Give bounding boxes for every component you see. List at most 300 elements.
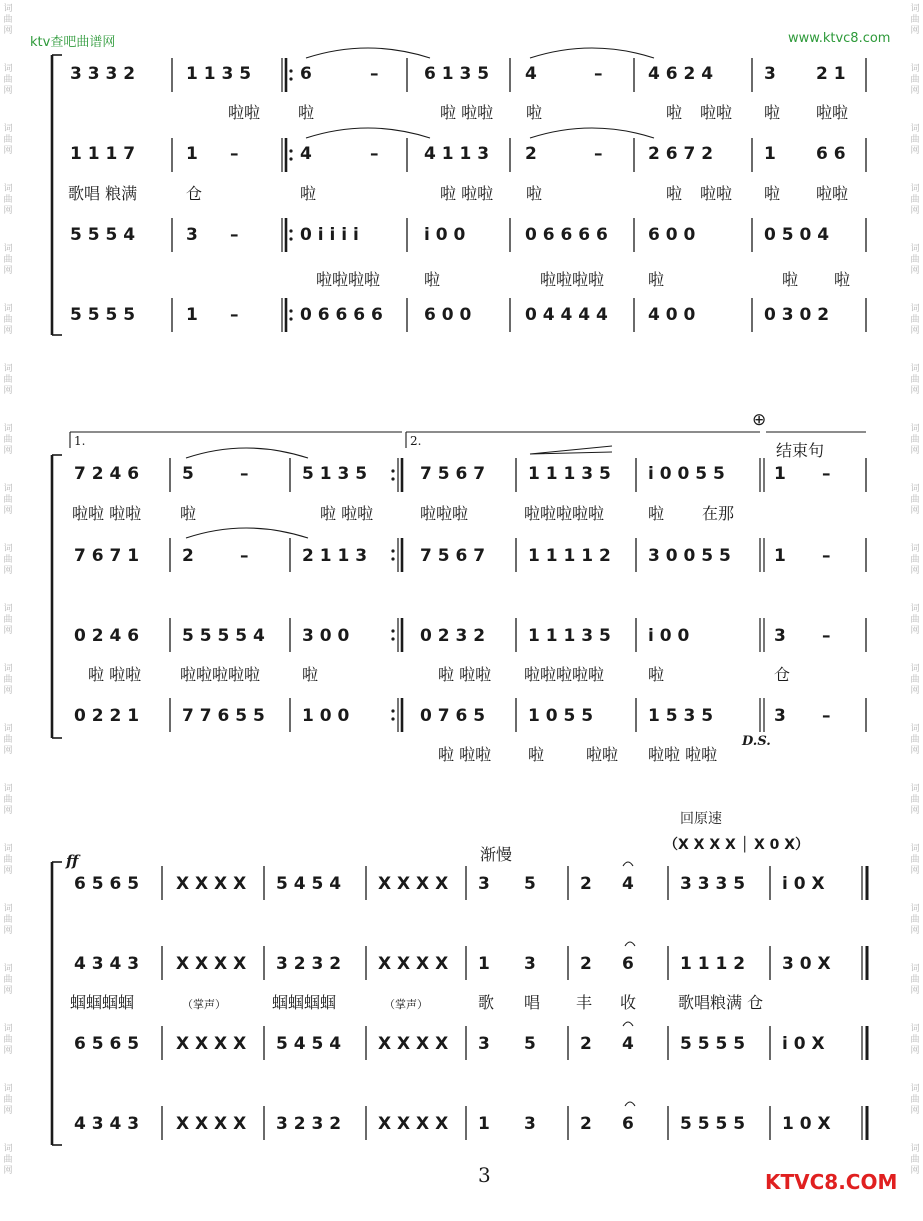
lyric: 啦 <box>666 184 683 203</box>
dynamic-marking: ff <box>66 852 79 870</box>
watermark-char: 曲 <box>910 435 920 445</box>
lyric: 啦 <box>300 184 317 203</box>
lyric: 啦啦啦啦 <box>540 270 605 289</box>
watermark-char: 词 <box>910 184 920 194</box>
slur <box>186 528 308 538</box>
watermark-char: 网 <box>3 86 13 96</box>
watermark-char: 网 <box>910 326 920 336</box>
note-group: 1 0 X <box>782 1114 831 1134</box>
note-group: 0 3 0 2 <box>764 305 830 325</box>
note-group: 1 1 3 5 <box>186 64 252 84</box>
lyric: 歌 <box>478 993 495 1012</box>
watermark-char: 网 <box>910 1046 920 1056</box>
note-group: 0 6 6 6 6 <box>525 225 608 245</box>
watermark-char: 曲 <box>3 975 13 985</box>
watermark-char: 词 <box>3 124 13 134</box>
watermark-char: 曲 <box>910 675 920 685</box>
lyric: 啦 啦啦 <box>320 504 374 523</box>
watermark-char: 曲 <box>910 1095 920 1105</box>
watermark-char: 词 <box>910 364 920 374</box>
note-group: 3 <box>764 64 776 84</box>
watermark-char: 曲 <box>3 555 13 565</box>
note-group: 1 1 1 2 <box>680 954 746 974</box>
lyric: 啦啦啦啦啦 <box>180 665 261 684</box>
watermark-char: 词 <box>910 1024 920 1034</box>
watermark-char: 词 <box>910 244 920 254</box>
lyric: 啦啦啦 <box>420 504 469 523</box>
note-group: 2 1 <box>816 64 846 84</box>
repeat-dot <box>289 149 292 152</box>
watermark-char: 网 <box>3 386 13 396</box>
watermark-char: 词 <box>910 124 920 134</box>
lyric: 啦 啦啦 <box>438 665 492 684</box>
watermark-char: 词 <box>3 244 13 254</box>
note-group: 1 1 1 1 2 <box>528 546 611 566</box>
lyric: 啦 <box>424 270 441 289</box>
note-group: 0 7 6 5 <box>420 706 486 726</box>
note-group: 3 0 X <box>782 954 831 974</box>
repeat-dot <box>391 709 394 712</box>
watermark-char: 词 <box>3 484 13 494</box>
repeat-dot <box>391 717 394 720</box>
lyric: 啦 <box>764 184 781 203</box>
watermark-char: 网 <box>910 926 920 936</box>
ending-label: 结束句 <box>776 441 825 460</box>
lyric: 歌唱粮满 仓 <box>678 993 764 1012</box>
note-group: 5 5 5 5 <box>70 305 136 325</box>
watermark-char: 词 <box>3 544 13 554</box>
watermark-char: 词 <box>3 604 13 614</box>
watermark-char: 曲 <box>910 375 920 385</box>
watermark-char: 词 <box>3 184 13 194</box>
note-group: 2 <box>580 1034 592 1054</box>
note-group: – <box>230 225 239 245</box>
watermark-char: 词 <box>3 724 13 734</box>
note-group: 7 5 6 7 <box>420 546 486 566</box>
lyric: 啦啦 <box>816 103 849 122</box>
fermata-icon <box>623 1022 633 1026</box>
site-logo[interactable]: KTVC8.COM <box>765 1170 898 1194</box>
note-group: 1 0 0 <box>302 706 350 726</box>
watermark-char: 词 <box>910 304 920 314</box>
note-group: X X X X <box>378 874 449 894</box>
note-group: 2 <box>580 874 592 894</box>
note-group: 6 <box>300 64 312 84</box>
watermark-char: 网 <box>3 566 13 576</box>
note-group: 1 <box>478 954 490 974</box>
watermark-char: 词 <box>3 4 13 14</box>
repeat-dot <box>391 629 394 632</box>
note-group: 1 1 1 3 5 <box>528 626 611 646</box>
watermark-char: 曲 <box>3 435 13 445</box>
watermark-char: 曲 <box>910 255 920 265</box>
note-group: 1 <box>764 144 776 164</box>
watermark-char: 词 <box>3 844 13 854</box>
lyric: 啦 <box>834 270 851 289</box>
lyric: 啦啦啦啦 <box>316 270 381 289</box>
slur <box>306 48 430 58</box>
watermark-char: 曲 <box>910 75 920 85</box>
repeat-dot <box>289 229 292 232</box>
watermark-char: 曲 <box>3 495 13 505</box>
watermark-char: 词 <box>910 424 920 434</box>
watermark-char: 曲 <box>910 555 920 565</box>
watermark-char: 网 <box>910 746 920 756</box>
watermark-char: 网 <box>910 686 920 696</box>
site-url-right[interactable]: www.ktvc8.com <box>788 31 891 46</box>
watermark-char: 词 <box>3 904 13 914</box>
watermark-char: 曲 <box>3 75 13 85</box>
repeat-dot <box>391 469 394 472</box>
note-group: 7 2 4 6 <box>74 464 140 484</box>
note-group: 3 0 0 5 5 <box>648 546 731 566</box>
watermark-char: 曲 <box>3 1155 13 1165</box>
note-group: 2 <box>525 144 537 164</box>
lyric: 啦啦 <box>586 745 619 764</box>
rhythm-pattern: （X X X X │ X 0 X） <box>664 837 810 853</box>
note-group: X X X X <box>378 954 449 974</box>
watermark-char: 网 <box>3 806 13 816</box>
lyric: 啦 啦啦 <box>88 665 142 684</box>
note-group: 4 1 1 3 <box>424 144 490 164</box>
note-group: – <box>370 64 379 84</box>
note-group: 3 3 3 2 <box>70 64 136 84</box>
note-group: – <box>594 64 603 84</box>
note-group: 1 <box>186 305 198 325</box>
lyric: 啦 <box>526 184 543 203</box>
watermark-char: 曲 <box>910 495 920 505</box>
watermark-char: 曲 <box>3 1035 13 1045</box>
lyric: 蝈蝈蝈蝈 <box>70 993 135 1012</box>
note-group: 6 1 3 5 <box>424 64 490 84</box>
note-group: 0 2 3 2 <box>420 626 486 646</box>
note-group: 4 <box>622 874 634 894</box>
repeat-dot <box>289 157 292 160</box>
note-group: 0 2 4 6 <box>74 626 140 646</box>
watermark-char: 网 <box>910 86 920 96</box>
watermark-char: 词 <box>910 484 920 494</box>
lyric: 啦啦 <box>700 184 733 203</box>
note-group: 3 <box>774 706 786 726</box>
tempo-marking-slow: 渐慢 <box>480 845 513 864</box>
watermark-char: 词 <box>3 64 13 74</box>
watermark-char: 曲 <box>910 855 920 865</box>
lyric: 仓 <box>774 665 791 684</box>
lyric: 丰 <box>576 993 593 1012</box>
note-group: 6 0 0 <box>424 305 472 325</box>
watermark-char: 曲 <box>910 1155 920 1165</box>
note-group: 2 <box>580 1114 592 1134</box>
note-group: 1 <box>478 1114 490 1134</box>
lyric: 啦 啦啦 <box>438 745 492 764</box>
repeat-dot <box>289 317 292 320</box>
note-group: – <box>594 144 603 164</box>
watermark-char: 词 <box>3 304 13 314</box>
watermark-char: 词 <box>910 64 920 74</box>
repeat-dot <box>289 77 292 80</box>
fermata-icon <box>625 1102 635 1106</box>
note-group: i 0 X <box>782 1034 825 1054</box>
watermark-char: 词 <box>910 1144 920 1154</box>
note-group: 6 <box>622 954 634 974</box>
note-group: i 0 0 <box>648 626 690 646</box>
lyric: 啦啦 <box>228 103 261 122</box>
watermark-char: 曲 <box>910 615 920 625</box>
lyric: 啦 <box>648 270 665 289</box>
note-group: X X X X <box>176 874 247 894</box>
note-group: 5 5 5 4 <box>70 225 136 245</box>
watermark-char: 网 <box>910 206 920 216</box>
watermark-char: 词 <box>3 784 13 794</box>
note-group: 4 <box>525 64 537 84</box>
watermark-char: 曲 <box>3 855 13 865</box>
note-group: 1 5 3 5 <box>648 706 714 726</box>
note-group: 7 5 6 7 <box>420 464 486 484</box>
note-group: 1 1 1 7 <box>70 144 136 164</box>
note-group: 1 <box>774 546 786 566</box>
note-group: X X X X <box>176 1034 247 1054</box>
watermark-char: 网 <box>3 26 13 36</box>
slur <box>530 128 654 138</box>
note-group: 0 6 6 6 6 <box>300 305 383 325</box>
note-group: i 0 0 <box>424 225 466 245</box>
note-group: 4 6 2 4 <box>648 64 714 84</box>
note-group: 1 0 5 5 <box>528 706 594 726</box>
note-group: 6 6 <box>816 144 846 164</box>
watermark-char: 网 <box>3 506 13 516</box>
watermark-char: 网 <box>910 506 920 516</box>
note-group: 5 1 3 5 <box>302 464 368 484</box>
watermark-char: 网 <box>3 686 13 696</box>
watermark-char: 网 <box>910 1106 920 1116</box>
note-group: 0 2 2 1 <box>74 706 140 726</box>
slur <box>186 448 308 458</box>
note-group: 2 <box>580 954 592 974</box>
note-group: 3 2 3 2 <box>276 1114 342 1134</box>
note-group: 6 5 6 5 <box>74 1034 140 1054</box>
watermark-char: 曲 <box>910 915 920 925</box>
watermark-char: 网 <box>910 446 920 456</box>
note-group: 4 0 0 <box>648 305 696 325</box>
watermark-char: 网 <box>910 806 920 816</box>
watermark-char: 网 <box>3 986 13 996</box>
watermark-char: 网 <box>3 626 13 636</box>
fermata-icon <box>623 862 633 866</box>
lyric: 啦啦啦啦啦 <box>524 665 605 684</box>
note-group: – <box>230 305 239 325</box>
note-group: i 0 X <box>782 874 825 894</box>
note-group: 3 <box>524 954 536 974</box>
watermark-char: 词 <box>910 544 920 554</box>
lyric: 歌唱 粮满 <box>68 184 138 203</box>
watermark-char: 网 <box>3 446 13 456</box>
watermark-char: 曲 <box>910 195 920 205</box>
watermark-char: 网 <box>3 206 13 216</box>
watermark-char: 词 <box>3 364 13 374</box>
note-group: 5 5 5 5 4 <box>182 626 265 646</box>
note-group: 5 5 5 5 <box>680 1114 746 1134</box>
note-group: 2 <box>182 546 194 566</box>
lyric: 啦啦 啦啦 <box>648 745 718 764</box>
note-group: X X X X <box>378 1114 449 1134</box>
watermark-char: 曲 <box>910 735 920 745</box>
note-group: 6 5 6 5 <box>74 874 140 894</box>
watermark-char: 曲 <box>910 15 920 25</box>
watermark-char: 曲 <box>910 315 920 325</box>
lyric: 啦 <box>528 745 545 764</box>
note-group: 4 3 4 3 <box>74 954 140 974</box>
watermark-char: 网 <box>3 746 13 756</box>
watermark-char: 网 <box>910 146 920 156</box>
note-group: 1 <box>774 464 786 484</box>
volta-2-label: 2. <box>410 434 422 448</box>
note-group: 0 4 4 4 4 <box>525 305 608 325</box>
watermark-char: 网 <box>910 386 920 396</box>
note-group: 2 1 1 3 <box>302 546 368 566</box>
watermark-char: 曲 <box>3 795 13 805</box>
note-group: 3 2 3 2 <box>276 954 342 974</box>
volta-1-label: 1. <box>74 434 86 448</box>
lyric: 啦啦 啦啦 <box>72 504 142 523</box>
note-group: X X X X <box>176 1114 247 1134</box>
watermark-char: 网 <box>910 566 920 576</box>
fermata-icon <box>625 942 635 946</box>
lyric: 唱 <box>524 993 541 1012</box>
watermark-char: 曲 <box>3 735 13 745</box>
note-group: 3 <box>186 225 198 245</box>
watermark-char: 网 <box>3 866 13 876</box>
repeat-dot <box>391 549 394 552</box>
watermark-char: 词 <box>910 1084 920 1094</box>
note-group: 3 <box>478 874 490 894</box>
lyric: 啦 <box>302 665 319 684</box>
watermark-char: 词 <box>910 904 920 914</box>
note-group: 5 <box>182 464 194 484</box>
watermark-char: 网 <box>3 146 13 156</box>
note-group: 4 <box>622 1034 634 1054</box>
watermark-char: 词 <box>3 664 13 674</box>
note-group: 5 5 5 5 <box>680 1034 746 1054</box>
watermark-char: 曲 <box>3 255 13 265</box>
note-group: 5 <box>524 1034 536 1054</box>
note-group: 0 5 0 4 <box>764 225 830 245</box>
watermark-char: 词 <box>3 1024 13 1034</box>
site-name-left[interactable]: ktv查吧曲谱网 <box>30 35 116 50</box>
watermark-char: 词 <box>910 664 920 674</box>
lyric: 啦 <box>526 103 543 122</box>
repeat-dot <box>391 637 394 640</box>
watermark-char: 曲 <box>3 195 13 205</box>
coda-icon: ⊕ <box>752 410 767 430</box>
watermark-char: 曲 <box>3 915 13 925</box>
watermark-char: 词 <box>3 964 13 974</box>
note-group: 3 <box>524 1114 536 1134</box>
note-group: – <box>230 144 239 164</box>
watermark-char: 曲 <box>910 975 920 985</box>
repeat-dot <box>289 237 292 240</box>
note-group: – <box>822 464 831 484</box>
note-group: 3 3 3 5 <box>680 874 746 894</box>
note-group: 6 <box>622 1114 634 1134</box>
slur <box>530 48 654 58</box>
note-group: 4 <box>300 144 312 164</box>
watermark-char: 曲 <box>910 795 920 805</box>
page-number: 3 <box>478 1163 491 1187</box>
watermark-char: 网 <box>910 1166 920 1176</box>
lyric: 仓 <box>186 184 203 203</box>
watermark-char: 网 <box>910 986 920 996</box>
watermark-char: 网 <box>3 1046 13 1056</box>
note-group: 4 3 4 3 <box>74 1114 140 1134</box>
note-group: 3 <box>774 626 786 646</box>
repeat-dot <box>289 309 292 312</box>
watermark-char: 网 <box>3 1106 13 1116</box>
watermark-char: 词 <box>3 424 13 434</box>
watermark-char: 曲 <box>910 135 920 145</box>
watermark-char: 词 <box>3 1144 13 1154</box>
watermark-char: 网 <box>910 626 920 636</box>
lyric: 啦 <box>180 504 197 523</box>
repeat-dot <box>391 477 394 480</box>
note-group: 1 1 1 3 5 <box>528 464 611 484</box>
slur <box>306 128 430 138</box>
crescendo-hairpin <box>530 446 612 454</box>
note-group: 5 <box>524 874 536 894</box>
note-group: – <box>822 706 831 726</box>
da-segno-mark: D.S. <box>742 734 771 749</box>
note-group: 7 7 6 5 5 <box>182 706 265 726</box>
lyric: 啦 啦啦 <box>440 103 494 122</box>
note-group: 7 6 7 1 <box>74 546 140 566</box>
lyric: 啦 <box>764 103 781 122</box>
note-group: 2 6 7 2 <box>648 144 714 164</box>
watermark-char: 网 <box>3 266 13 276</box>
lyric-applause: （掌声） <box>182 998 226 1011</box>
note-group: 3 <box>478 1034 490 1054</box>
watermark-char: 网 <box>3 326 13 336</box>
watermark-char: 词 <box>910 784 920 794</box>
lyric: 啦啦啦啦啦 <box>524 504 605 523</box>
lyric: 在那 <box>702 504 735 523</box>
watermark-char: 曲 <box>3 675 13 685</box>
watermark-char: 曲 <box>910 1035 920 1045</box>
watermark-char: 网 <box>3 1166 13 1176</box>
watermark-char: 曲 <box>3 1095 13 1105</box>
lyric: 啦 <box>666 103 683 122</box>
note-group: X X X X <box>176 954 247 974</box>
lyric: 啦啦 <box>816 184 849 203</box>
lyric: 啦 <box>298 103 315 122</box>
note-group: 1 <box>186 144 198 164</box>
repeat-dot <box>289 69 292 72</box>
watermark-char: 词 <box>910 964 920 974</box>
note-group: 3 0 0 <box>302 626 350 646</box>
watermark-char: 曲 <box>3 315 13 325</box>
note-group: X X X X <box>378 1034 449 1054</box>
lyric: 蝈蝈蝈蝈 <box>272 993 337 1012</box>
note-group: – <box>370 144 379 164</box>
lyric: 啦 啦啦 <box>440 184 494 203</box>
tempo-marking-return: 回原速 <box>680 811 722 827</box>
lyric-applause: （掌声） <box>384 998 428 1011</box>
lyric: 啦 <box>648 665 665 684</box>
note-group: 0 i i i i <box>300 225 359 245</box>
watermark-char: 曲 <box>3 15 13 25</box>
watermark-char: 曲 <box>3 135 13 145</box>
note-group: – <box>822 626 831 646</box>
watermark-char: 词 <box>910 604 920 614</box>
watermark-char: 曲 <box>3 615 13 625</box>
